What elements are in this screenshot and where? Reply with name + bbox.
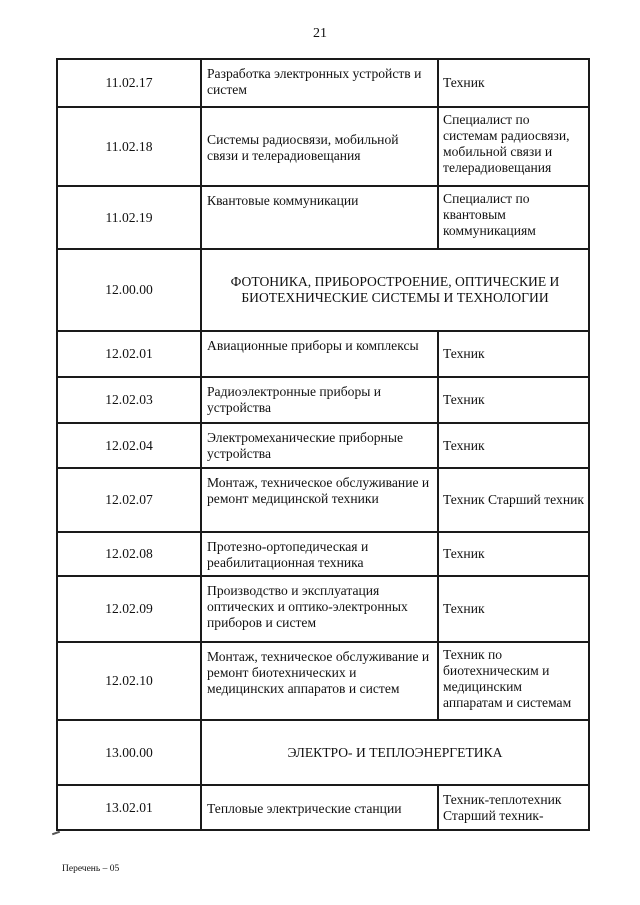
specialty-name: Производство и эксплуатация оптических и оптико-электронных приборов и систем bbox=[201, 576, 438, 642]
table-row bbox=[57, 59, 589, 107]
table-row bbox=[57, 423, 589, 468]
table-row bbox=[57, 468, 589, 532]
qualification: Техник-теплотехник Старший техник- bbox=[438, 785, 589, 830]
footer-note: Перечень – 05 bbox=[62, 864, 120, 874]
table-row bbox=[57, 377, 589, 423]
section-row bbox=[57, 720, 589, 785]
qualification: Техник Старший техник bbox=[438, 468, 589, 532]
section-code: 13.00.00 bbox=[57, 720, 201, 785]
specialty-code: 13.02.01 bbox=[57, 785, 201, 830]
specialty-name: Радиоэлектронные приборы и устройства bbox=[201, 377, 438, 423]
specialty-code: 11.02.17 bbox=[57, 59, 201, 107]
specialty-code: 11.02.18 bbox=[57, 107, 201, 186]
specialty-name: Квантовые коммуникации bbox=[201, 186, 438, 249]
specialty-code: 12.02.01 bbox=[57, 331, 201, 377]
section-title: ФОТОНИКА, ПРИБОРОСТРОЕНИЕ, ОПТИЧЕСКИЕ И БИОТЕХНИЧЕСКИЕ СИСТЕМЫ И ТЕХНОЛОГИИ bbox=[201, 249, 589, 331]
qualification: Техник по биотехническим и медицинским аппаратам и системам bbox=[438, 642, 589, 720]
table-row bbox=[57, 642, 589, 720]
specialty-name: Тепловые электрические станции bbox=[201, 785, 438, 830]
qualification: Техник bbox=[438, 423, 589, 468]
page-number: 21 bbox=[313, 26, 327, 41]
qualification: Техник bbox=[438, 377, 589, 423]
specialties-table bbox=[56, 58, 590, 831]
specialty-code: 12.02.10 bbox=[57, 642, 201, 720]
qualification: Техник bbox=[438, 532, 589, 576]
specialty-name: Протезно-ортопедическая и реабилитационная техника bbox=[201, 532, 438, 576]
section-title: ЭЛЕКТРО- И ТЕПЛОЭНЕРГЕТИКА bbox=[201, 720, 589, 785]
specialty-code: 12.02.03 bbox=[57, 377, 201, 423]
qualification: Специалист по системам радиосвязи, мобильной связи и телерадиовещания bbox=[438, 107, 589, 186]
specialty-code: 12.02.07 bbox=[57, 468, 201, 532]
table-row bbox=[57, 532, 589, 576]
scan-mark bbox=[52, 831, 60, 836]
specialty-name: Монтаж, техническое обслуживание и ремонт биотехнических и медицинских аппаратов и систем bbox=[201, 642, 438, 720]
specialty-name: Разработка электронных устройств и систем bbox=[201, 59, 438, 107]
specialty-code: 12.02.09 bbox=[57, 576, 201, 642]
table-row bbox=[57, 107, 589, 186]
table-row bbox=[57, 576, 589, 642]
qualification: Техник bbox=[438, 331, 589, 377]
qualification: Техник bbox=[438, 576, 589, 642]
specialty-name: Авиационные приборы и комплексы bbox=[201, 331, 438, 377]
specialty-code: 12.02.04 bbox=[57, 423, 201, 468]
specialty-name: Монтаж, техническое обслуживание и ремонт медицинской техники bbox=[201, 468, 438, 532]
table-row bbox=[57, 186, 589, 249]
specialty-name: Электромеханические приборные устройства bbox=[201, 423, 438, 468]
section-row bbox=[57, 249, 589, 331]
qualification: Техник bbox=[438, 59, 589, 107]
section-code: 12.00.00 bbox=[57, 249, 201, 331]
specialty-code: 12.02.08 bbox=[57, 532, 201, 576]
table-row bbox=[57, 785, 589, 830]
specialty-name: Системы радиосвязи, мобильной связи и телерадиовещания bbox=[201, 107, 438, 186]
table-row bbox=[57, 331, 589, 377]
specialty-code: 11.02.19 bbox=[57, 186, 201, 249]
qualification: Специалист по квантовым коммуникациям bbox=[438, 186, 589, 249]
